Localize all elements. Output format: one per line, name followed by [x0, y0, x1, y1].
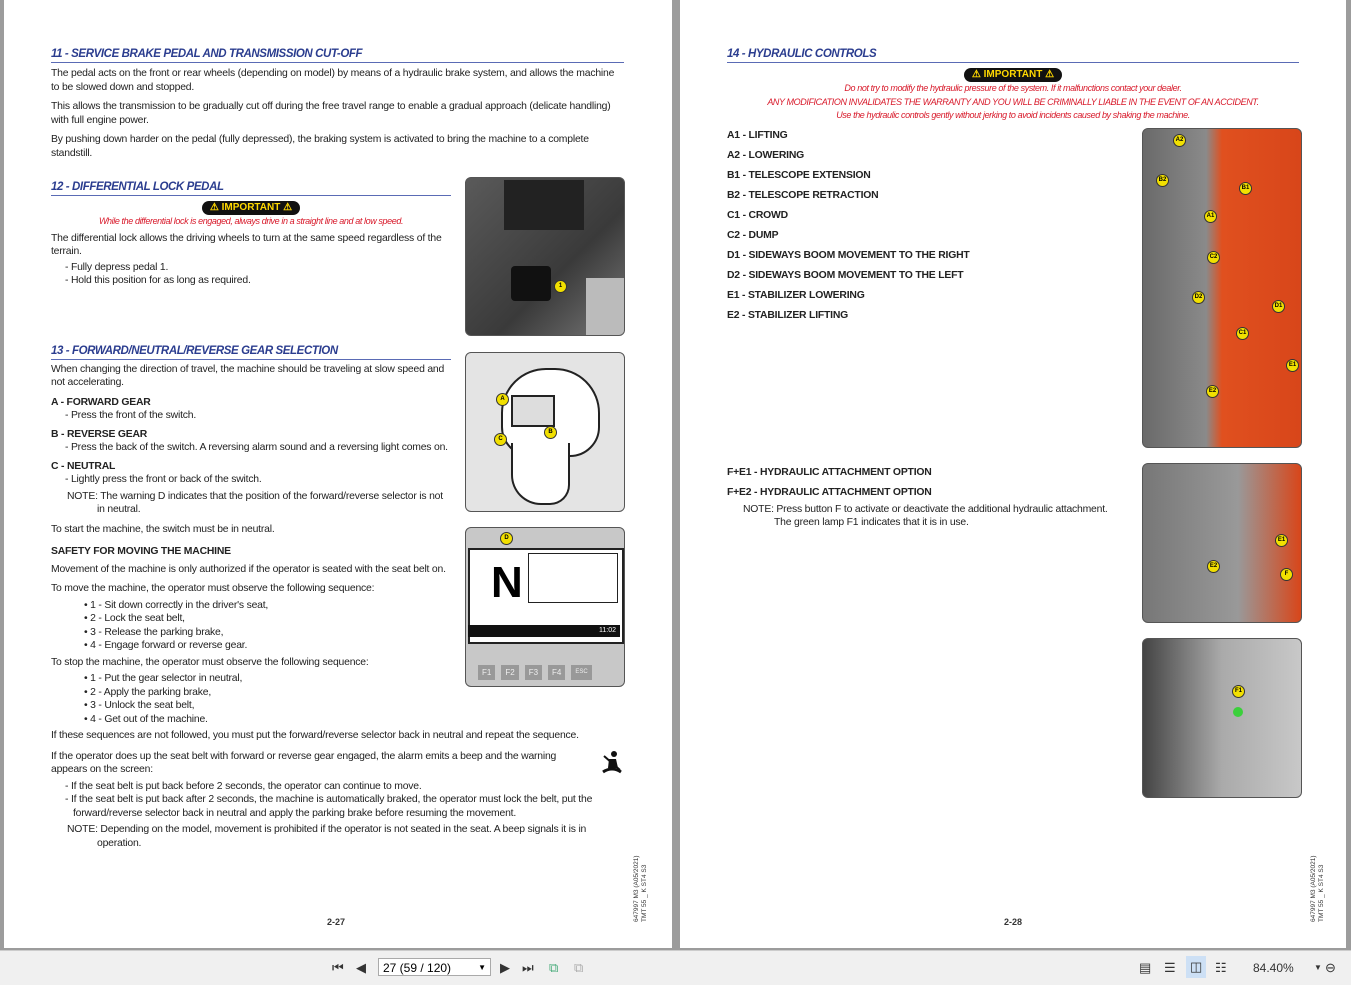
- warning-text: Use the hydraulic controls gently without jerking to avoid incidents caused by shaking the machine.: [836, 110, 1190, 120]
- control-item: C1 - CROWD: [727, 209, 788, 221]
- previous-view-icon[interactable]: ⧉: [549, 960, 559, 975]
- green-lamp-icon: [1233, 707, 1243, 717]
- callout-f1: F1: [1232, 685, 1245, 698]
- gear-indicator: N: [491, 558, 523, 607]
- section-11-title: 11 - SERVICE BRAKE PEDAL AND TRANSMISSION CUT-OFF: [51, 47, 624, 63]
- important-badge-row: [51, 199, 451, 215]
- warning-text: ANY MODIFICATION INVALIDATES THE WARRANTY AND YOU WILL BE CRIMINALLY LIABLE IN THE EVENT OF AN ACCIDENT.: [767, 96, 1259, 107]
- seatbelt-warning-icon: [600, 750, 624, 776]
- last-page-icon[interactable]: ⏭: [522, 960, 534, 975]
- callout-a2: A2: [1173, 134, 1186, 147]
- section-13-title: 13 - FORWARD/NEUTRAL/REVERSE GEAR SELECTION: [51, 344, 451, 360]
- code-line: 647997 M3 (A05/2021): [633, 855, 640, 922]
- s12-paragraph: The differential lock allows the driving wheels to turn at the same speed regardless of the terrain.: [51, 232, 442, 257]
- safety-note: NOTE: Depending on the model, movement is prohibited if the operator is not seated in the seat. A beep signals it is in operation.: [67, 824, 587, 849]
- control-item: D2 - SIDEWAYS BOOM MOVEMENT TO THE LEFT: [727, 269, 964, 281]
- important-badge-row: [727, 66, 1299, 82]
- safety-paragraph: If the operator does up the seat belt with forward or reverse gear engaged, the alarm emits a beep and the warning appears on the screen:: [51, 750, 557, 775]
- s13-start-text: To start the machine, the switch must be in neutral.: [51, 523, 275, 535]
- control-item: A1 - LIFTING: [727, 129, 788, 141]
- safety-paragraph: To move the machine, the operator must observe the following sequence:: [51, 583, 375, 594]
- right-page-content: [727, 47, 1299, 530]
- safety-paragraph: To stop the machine, the operator must observe the following sequence:: [51, 656, 369, 668]
- safety-paragraph: Movement of the machine is only authorized if the operator is seated with the seat belt on.: [51, 563, 446, 575]
- control-item: E2 - STABILIZER LIFTING: [727, 309, 849, 321]
- callout-b1: B1: [1239, 182, 1252, 195]
- callout-e1: E1: [1275, 534, 1288, 547]
- continuous-page-icon[interactable]: ☰: [1164, 960, 1176, 975]
- next-page-icon[interactable]: ▶: [500, 960, 510, 975]
- warning-text: While the differential lock is engaged, always drive in a straight line and at low speed.: [98, 216, 404, 226]
- key-f1: F1: [478, 665, 495, 680]
- control-item: B2 - TELESCOPE RETRACTION: [727, 189, 879, 201]
- s14-note: The green lamp F1 indicates that it is in use.: [774, 517, 969, 528]
- chevron-down-icon: ▼: [478, 963, 486, 972]
- neutral-title: C - NEUTRAL: [51, 460, 116, 472]
- stop-step: • 1 - Put the gear selector in neutral,: [84, 673, 243, 684]
- callout-b2: B2: [1156, 174, 1169, 187]
- first-page-icon[interactable]: ⏮: [332, 960, 344, 975]
- callout-d: D: [500, 532, 513, 545]
- zoom-out-icon[interactable]: ⊖: [1325, 960, 1336, 975]
- narrow-column: [51, 180, 451, 669]
- forward-gear-text: - Press the front of the switch.: [65, 410, 197, 421]
- move-step: • 3 - Release the parking brake,: [84, 626, 224, 638]
- s11-paragraph: This allows the transmission to be gradually cut off during the free travel range to enable a gradual approach (delicate handling) with full engine power.: [51, 101, 611, 126]
- callout-f: F: [1280, 568, 1293, 581]
- callout-e1: E1: [1286, 359, 1299, 372]
- facing-pages-icon[interactable]: ◫: [1186, 956, 1206, 978]
- move-step: • 2 - Lock the seat belt,: [84, 613, 185, 624]
- callout-a1: A1: [1204, 210, 1217, 223]
- safety-title: SAFETY FOR MOVING THE MACHINE: [51, 546, 231, 557]
- control-item: E1 - STABILIZER LOWERING: [727, 289, 865, 301]
- stop-step: • 3 - Unlock the seat belt,: [84, 700, 195, 711]
- document-code: [633, 856, 649, 923]
- callout-a: A: [496, 393, 509, 406]
- control-item: D1 - SIDEWAYS BOOM MOVEMENT TO THE RIGHT: [727, 249, 970, 261]
- next-view-icon[interactable]: ⧉: [574, 960, 584, 975]
- stop-step: • 2 - Apply the parking brake,: [84, 686, 212, 698]
- neutral-text: - Lightly press the front or back of the switch.: [65, 474, 262, 485]
- seatbelt-warning-row: [51, 750, 624, 777]
- stop-step: • 4 - Get out of the machine.: [84, 713, 208, 725]
- display-time: 11:02: [599, 627, 616, 634]
- s11-paragraph: The pedal acts on the front or rear wheels (depending on model) by means of a hydraulic brake system, and allows the machine to be slowed down and stopped.: [51, 68, 615, 93]
- s13-note: NOTE: The warning D indicates that the position of the forward/reverse selector is not in neutral.: [67, 490, 443, 515]
- control-item: A2 - LOWERING: [727, 149, 805, 161]
- callout-1: 1: [554, 280, 567, 293]
- previous-page-icon[interactable]: ◀: [356, 960, 366, 975]
- callout-c1: C1: [1236, 327, 1249, 340]
- warning-text: Do not try to modify the hydraulic pressure of the system. If it malfunctions contact your dealer.: [844, 83, 1182, 93]
- s14-note: NOTE: Press button F to activate or deactivate the additional hydraulic attachment.: [743, 503, 1108, 515]
- controls-list: [727, 129, 1127, 530]
- safety-paragraph: If these sequences are not followed, you must put the forward/reverse selector back in neutral and repeat the sequence.: [51, 730, 579, 741]
- key-f3: F3: [525, 665, 542, 680]
- left-page-content: [51, 47, 624, 850]
- key-f2: F2: [501, 665, 518, 680]
- reverse-gear-title: B - REVERSE GEAR: [51, 428, 148, 440]
- page-field-value: 27 (59 / 120): [383, 961, 452, 975]
- s12-bullet: - Hold this position for as long as required.: [65, 275, 251, 286]
- s12-bullet: - Fully depress pedal 1.: [65, 261, 169, 273]
- important-badge: ⚠ IMPORTANT ⚠: [964, 68, 1062, 82]
- option-item: F+E1 - HYDRAULIC ATTACHMENT OPTION: [727, 467, 932, 478]
- callout-d2: D2: [1192, 291, 1205, 304]
- section-14-title: 14 - HYDRAULIC CONTROLS: [727, 47, 1299, 63]
- key-esc: ESC: [571, 665, 591, 680]
- viewer-toolbar: [0, 950, 1351, 985]
- code-line: TMT 55 _ K ST4 S3: [1318, 864, 1325, 922]
- option-item: F+E2 - HYDRAULIC ATTACHMENT OPTION: [727, 487, 932, 498]
- continuous-facing-icon[interactable]: ☷: [1215, 960, 1227, 975]
- document-code: [1310, 856, 1326, 923]
- safety-bullet: - If the seat belt is put back before 2 seconds, the operator can continue to move.: [65, 780, 422, 792]
- move-step: • 4 - Engage forward or reverse gear.: [84, 640, 248, 651]
- green-lamp-photo: [1142, 638, 1302, 798]
- safety-bullet: - If the seat belt is put back after 2 seconds, the machine is automatically braked, the operator must lock the belt, put the forward/reverse selector back in neutral and apply the parking brake before resuming the movement.: [65, 794, 593, 819]
- section-12-title: 12 - DIFFERENTIAL LOCK PEDAL: [51, 180, 451, 196]
- reverse-gear-text: - Press the back of the switch. A reversing alarm sound and a reversing light comes on.: [65, 442, 448, 453]
- zoom-level[interactable]: 84.40%: [1253, 961, 1294, 975]
- page-select[interactable]: [378, 958, 491, 976]
- zoom-dropdown-icon[interactable]: ▼: [1314, 963, 1322, 972]
- single-page-icon[interactable]: ▤: [1139, 960, 1152, 975]
- control-item: C2 - DUMP: [727, 229, 779, 241]
- page-number: 2-27: [327, 917, 346, 927]
- key-f4: F4: [548, 665, 565, 680]
- page-number: 2-28: [1004, 917, 1023, 927]
- right-page: [680, 0, 1346, 948]
- callout-b: B: [544, 426, 557, 439]
- forward-gear-title: A - FORWARD GEAR: [51, 396, 151, 408]
- s11-paragraph: By pushing down harder on the pedal (fully depressed), the braking system is activated to bring the machine to a complete standstill.: [51, 134, 589, 159]
- callout-e2: E2: [1207, 560, 1220, 573]
- callout-c: C: [494, 433, 507, 446]
- important-badge: ⚠ IMPORTANT ⚠: [202, 201, 300, 215]
- callout-c2: C2: [1207, 251, 1220, 264]
- code-line: TMT 55 _ K ST4 S3: [641, 864, 648, 922]
- code-line: 647997 M3 (A05/2021): [1310, 855, 1317, 922]
- left-page: [4, 0, 672, 948]
- s13-paragraph: When changing the direction of travel, the machine should be traveling at slow speed and not accelerating.: [51, 363, 445, 388]
- move-step: • 1 - Sit down correctly in the driver's seat,: [84, 599, 269, 611]
- callout-e2: E2: [1206, 385, 1219, 398]
- control-item: B1 - TELESCOPE EXTENSION: [727, 169, 871, 181]
- callout-d1: D1: [1272, 300, 1285, 313]
